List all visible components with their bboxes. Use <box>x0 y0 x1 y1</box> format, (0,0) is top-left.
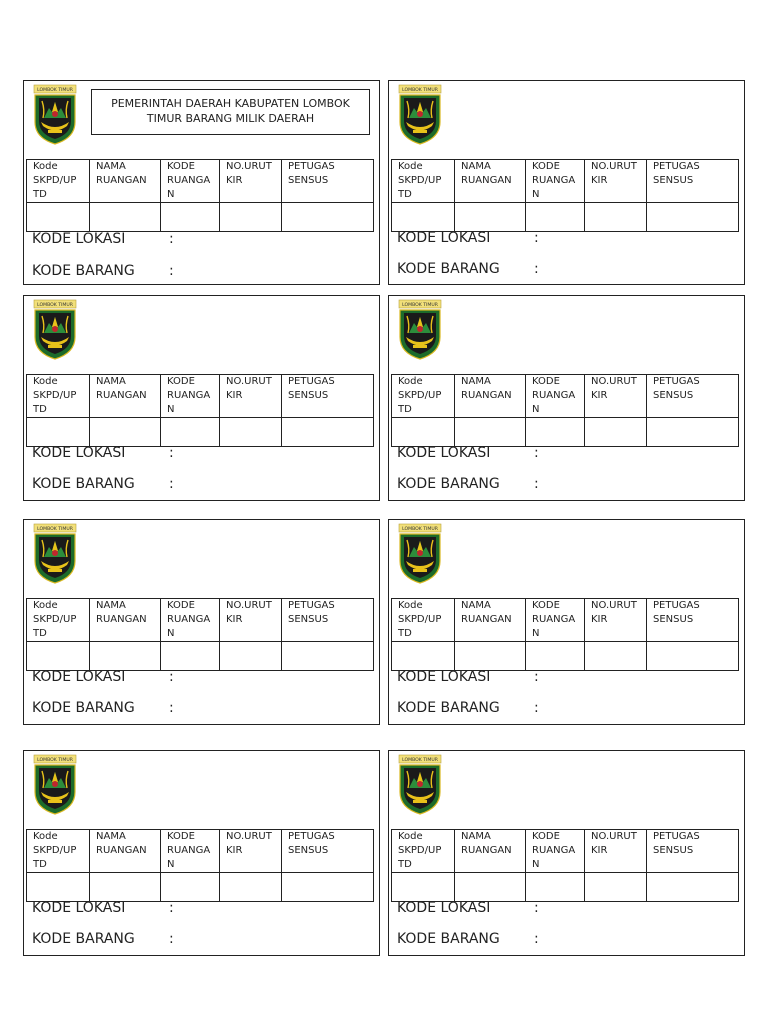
value-petugas-sensus[interactable] <box>282 642 374 671</box>
value-nama-ruangan[interactable] <box>90 642 161 671</box>
kib-header-row <box>392 599 739 642</box>
inventory-label-card-5 <box>23 519 380 725</box>
emblem-banner-text: LOMBOK TIMUR <box>402 527 438 532</box>
emblem-banner-text: LOMBOK TIMUR <box>402 758 438 763</box>
value-kode-skpd[interactable] <box>392 873 455 902</box>
emblem-center <box>417 326 423 332</box>
value-no-urut-kir[interactable] <box>585 418 647 447</box>
value-petugas-sensus[interactable] <box>647 642 739 671</box>
emblem-center <box>52 781 58 787</box>
emblem-graphic <box>32 523 78 585</box>
kode-barang-colon: : <box>169 700 174 716</box>
lombok-timur-emblem-icon <box>32 299 78 361</box>
emblem-graphic <box>397 84 443 146</box>
col-nama-ruangan: NAMA RUANGAN <box>455 599 526 642</box>
kib-table <box>391 829 739 902</box>
kode-lokasi-line <box>32 445 174 461</box>
value-kode-ruangan[interactable] <box>161 203 220 232</box>
kode-barang-line <box>397 261 539 277</box>
emblem-center <box>417 781 423 787</box>
inventory-label-card-1 <box>23 80 380 285</box>
value-kode-skpd[interactable] <box>27 873 90 902</box>
emblem-ribbon <box>413 569 427 572</box>
kode-barang-label: KODE BARANG <box>32 931 135 947</box>
value-kode-skpd[interactable] <box>27 203 90 232</box>
value-kode-ruangan[interactable] <box>526 873 585 902</box>
kode-lokasi-colon: : <box>534 900 539 916</box>
kode-barang-label: KODE BARANG <box>397 476 500 492</box>
kode-barang-label: KODE BARANG <box>397 261 500 277</box>
lombok-timur-emblem-icon <box>32 523 78 585</box>
col-no-urut-kir: NO.URUT KIR <box>220 375 282 418</box>
col-kode-skpd: Kode SKPD/UP TD <box>27 375 90 418</box>
kode-barang-line <box>397 931 539 947</box>
lombok-timur-emblem-icon <box>397 754 443 816</box>
kode-barang-colon: : <box>169 931 174 947</box>
emblem-ribbon <box>413 800 427 803</box>
col-nama-ruangan: NAMA RUANGAN <box>455 160 526 203</box>
value-nama-ruangan[interactable] <box>90 873 161 902</box>
kode-barang-line <box>32 931 174 947</box>
kode-barang-colon: : <box>534 931 539 947</box>
kode-barang-line <box>397 476 539 492</box>
kode-barang-line <box>32 263 174 279</box>
value-kode-ruangan[interactable] <box>526 418 585 447</box>
value-petugas-sensus[interactable] <box>282 418 374 447</box>
lombok-timur-emblem-icon <box>397 84 443 146</box>
col-kode-skpd: Kode SKPD/UP TD <box>392 375 455 418</box>
kib-table <box>391 598 739 671</box>
kode-lokasi-line <box>397 230 539 246</box>
kode-lokasi-colon: : <box>534 669 539 685</box>
kib-value-row <box>27 203 374 232</box>
col-petugas-sensus: PETUGAS SENSUS <box>282 830 374 873</box>
kode-lokasi-colon: : <box>169 231 174 247</box>
emblem-center <box>417 550 423 556</box>
value-kode-skpd[interactable] <box>392 418 455 447</box>
kode-lokasi-label: KODE LOKASI <box>32 231 126 247</box>
kode-barang-colon: : <box>534 261 539 277</box>
emblem-ribbon <box>413 345 427 348</box>
value-petugas-sensus[interactable] <box>647 418 739 447</box>
kode-barang-label: KODE BARANG <box>32 263 135 279</box>
value-nama-ruangan[interactable] <box>455 418 526 447</box>
emblem-ribbon <box>48 130 62 133</box>
col-kode-ruangan: KODE RUANGA N <box>526 160 585 203</box>
emblem-center <box>52 326 58 332</box>
kode-barang-colon: : <box>534 700 539 716</box>
header-line-1: PEMERINTAH DAERAH KABUPATEN LOMBOK <box>111 97 350 110</box>
emblem-graphic <box>32 754 78 816</box>
kode-lokasi-line <box>397 445 539 461</box>
value-kode-ruangan[interactable] <box>526 642 585 671</box>
header-box <box>91 89 370 135</box>
col-petugas-sensus: PETUGAS SENSUS <box>647 375 739 418</box>
kib-table <box>26 374 374 447</box>
emblem-ribbon <box>48 345 62 348</box>
kode-lokasi-label: KODE LOKASI <box>32 669 126 685</box>
kode-lokasi-label: KODE LOKASI <box>397 445 491 461</box>
value-no-urut-kir[interactable] <box>585 873 647 902</box>
value-nama-ruangan[interactable] <box>90 203 161 232</box>
kode-barang-line <box>32 700 174 716</box>
inventory-label-card-4 <box>388 295 745 501</box>
header-line-2: TIMUR BARANG MILIK DAERAH <box>146 112 315 125</box>
kode-lokasi-label: KODE LOKASI <box>397 230 491 246</box>
kode-lokasi-colon: : <box>169 445 174 461</box>
inventory-label-card-8 <box>388 750 745 956</box>
kib-header-row <box>27 830 374 873</box>
emblem-banner-text: LOMBOK TIMUR <box>37 303 73 308</box>
value-kode-ruangan[interactable] <box>161 642 220 671</box>
emblem-banner-text: LOMBOK TIMUR <box>37 758 73 763</box>
lombok-timur-emblem-icon <box>397 523 443 585</box>
kode-lokasi-label: KODE LOKASI <box>397 669 491 685</box>
col-petugas-sensus: PETUGAS SENSUS <box>647 830 739 873</box>
value-nama-ruangan[interactable] <box>455 642 526 671</box>
col-kode-skpd: Kode SKPD/UP TD <box>392 160 455 203</box>
value-no-urut-kir[interactable] <box>220 642 282 671</box>
kib-value-row <box>392 418 739 447</box>
kib-value-row <box>392 642 739 671</box>
col-petugas-sensus: PETUGAS SENSUS <box>647 599 739 642</box>
col-nama-ruangan: NAMA RUANGAN <box>455 375 526 418</box>
emblem-graphic <box>32 84 78 146</box>
emblem-banner-text: LOMBOK TIMUR <box>402 303 438 308</box>
kode-barang-colon: : <box>169 476 174 492</box>
inventory-label-card-2 <box>388 80 745 285</box>
col-nama-ruangan: NAMA RUANGAN <box>90 160 161 203</box>
value-petugas-sensus[interactable] <box>647 873 739 902</box>
kode-lokasi-line <box>397 669 539 685</box>
emblem-center <box>52 111 58 117</box>
col-no-urut-kir: NO.URUT KIR <box>220 830 282 873</box>
col-kode-ruangan: KODE RUANGA N <box>161 599 220 642</box>
kode-barang-line <box>32 476 174 492</box>
kib-table <box>26 829 374 902</box>
kib-value-row <box>27 418 374 447</box>
col-kode-skpd: Kode SKPD/UP TD <box>27 160 90 203</box>
col-nama-ruangan: NAMA RUANGAN <box>455 830 526 873</box>
col-kode-skpd: Kode SKPD/UP TD <box>27 830 90 873</box>
kode-lokasi-colon: : <box>534 445 539 461</box>
col-petugas-sensus: PETUGAS SENSUS <box>282 375 374 418</box>
kode-barang-line <box>397 700 539 716</box>
value-no-urut-kir[interactable] <box>585 203 647 232</box>
col-kode-ruangan: KODE RUANGA N <box>161 160 220 203</box>
col-kode-ruangan: KODE RUANGA N <box>526 599 585 642</box>
value-nama-ruangan[interactable] <box>455 203 526 232</box>
value-kode-ruangan[interactable] <box>161 418 220 447</box>
inventory-label-card-6 <box>388 519 745 725</box>
col-kode-ruangan: KODE RUANGA N <box>526 830 585 873</box>
kode-lokasi-colon: : <box>169 669 174 685</box>
emblem-graphic <box>397 299 443 361</box>
inventory-label-card-3 <box>23 295 380 501</box>
inventory-label-card-7 <box>23 750 380 956</box>
kib-table <box>391 374 739 447</box>
kib-header-row <box>27 599 374 642</box>
value-kode-skpd[interactable] <box>392 203 455 232</box>
col-no-urut-kir: NO.URUT KIR <box>585 160 647 203</box>
kode-barang-label: KODE BARANG <box>397 931 500 947</box>
kode-barang-label: KODE BARANG <box>397 700 500 716</box>
emblem-graphic <box>32 299 78 361</box>
emblem-ribbon <box>48 569 62 572</box>
col-kode-skpd: Kode SKPD/UP TD <box>27 599 90 642</box>
value-no-urut-kir[interactable] <box>220 203 282 232</box>
emblem-ribbon <box>48 800 62 803</box>
col-petugas-sensus: PETUGAS SENSUS <box>647 160 739 203</box>
kode-lokasi-line <box>32 231 174 247</box>
col-nama-ruangan: NAMA RUANGAN <box>90 599 161 642</box>
emblem-banner-text: LOMBOK TIMUR <box>37 527 73 532</box>
emblem-ribbon <box>413 130 427 133</box>
col-kode-ruangan: KODE RUANGA N <box>161 375 220 418</box>
col-no-urut-kir: NO.URUT KIR <box>585 375 647 418</box>
value-kode-ruangan[interactable] <box>526 203 585 232</box>
kib-table <box>26 598 374 671</box>
col-kode-skpd: Kode SKPD/UP TD <box>392 830 455 873</box>
kib-header-row <box>27 160 374 203</box>
kode-lokasi-colon: : <box>169 900 174 916</box>
kode-barang-label: KODE BARANG <box>32 476 135 492</box>
kode-lokasi-label: KODE LOKASI <box>397 900 491 916</box>
emblem-graphic <box>397 754 443 816</box>
kode-barang-colon: : <box>169 263 174 279</box>
col-nama-ruangan: NAMA RUANGAN <box>90 830 161 873</box>
col-petugas-sensus: PETUGAS SENSUS <box>282 599 374 642</box>
col-no-urut-kir: NO.URUT KIR <box>585 599 647 642</box>
kode-barang-colon: : <box>534 476 539 492</box>
emblem-center <box>417 111 423 117</box>
kib-table <box>26 159 374 232</box>
emblem-banner-text: LOMBOK TIMUR <box>402 88 438 93</box>
value-kode-ruangan[interactable] <box>161 873 220 902</box>
kib-value-row <box>392 873 739 902</box>
emblem-center <box>52 550 58 556</box>
value-petugas-sensus[interactable] <box>282 873 374 902</box>
kib-table <box>391 159 739 232</box>
kode-lokasi-label: KODE LOKASI <box>32 445 126 461</box>
kode-barang-label: KODE BARANG <box>32 700 135 716</box>
col-no-urut-kir: NO.URUT KIR <box>220 160 282 203</box>
lombok-timur-emblem-icon <box>32 754 78 816</box>
col-petugas-sensus: PETUGAS SENSUS <box>282 160 374 203</box>
col-kode-skpd: Kode SKPD/UP TD <box>392 599 455 642</box>
lombok-timur-emblem-icon <box>397 299 443 361</box>
kib-value-row <box>27 642 374 671</box>
kode-lokasi-line <box>32 900 174 916</box>
value-petugas-sensus[interactable] <box>647 203 739 232</box>
emblem-banner-text: LOMBOK TIMUR <box>37 88 73 93</box>
value-nama-ruangan[interactable] <box>90 418 161 447</box>
kib-header-row <box>392 375 739 418</box>
value-nama-ruangan[interactable] <box>455 873 526 902</box>
value-kode-skpd[interactable] <box>27 642 90 671</box>
kib-header-row <box>392 830 739 873</box>
kode-lokasi-line <box>397 900 539 916</box>
value-kode-skpd[interactable] <box>392 642 455 671</box>
col-nama-ruangan: NAMA RUANGAN <box>90 375 161 418</box>
lombok-timur-emblem-icon <box>32 84 78 146</box>
value-no-urut-kir[interactable] <box>220 873 282 902</box>
col-kode-ruangan: KODE RUANGA N <box>161 830 220 873</box>
value-kode-skpd[interactable] <box>27 418 90 447</box>
value-petugas-sensus[interactable] <box>282 203 374 232</box>
col-kode-ruangan: KODE RUANGA N <box>526 375 585 418</box>
col-no-urut-kir: NO.URUT KIR <box>585 830 647 873</box>
value-no-urut-kir[interactable] <box>585 642 647 671</box>
kib-value-row <box>27 873 374 902</box>
kib-header-row <box>27 375 374 418</box>
emblem-graphic <box>397 523 443 585</box>
value-no-urut-kir[interactable] <box>220 418 282 447</box>
kode-lokasi-colon: : <box>534 230 539 246</box>
kode-lokasi-label: KODE LOKASI <box>32 900 126 916</box>
kib-header-row <box>392 160 739 203</box>
col-no-urut-kir: NO.URUT KIR <box>220 599 282 642</box>
kode-lokasi-line <box>32 669 174 685</box>
kib-value-row <box>392 203 739 232</box>
